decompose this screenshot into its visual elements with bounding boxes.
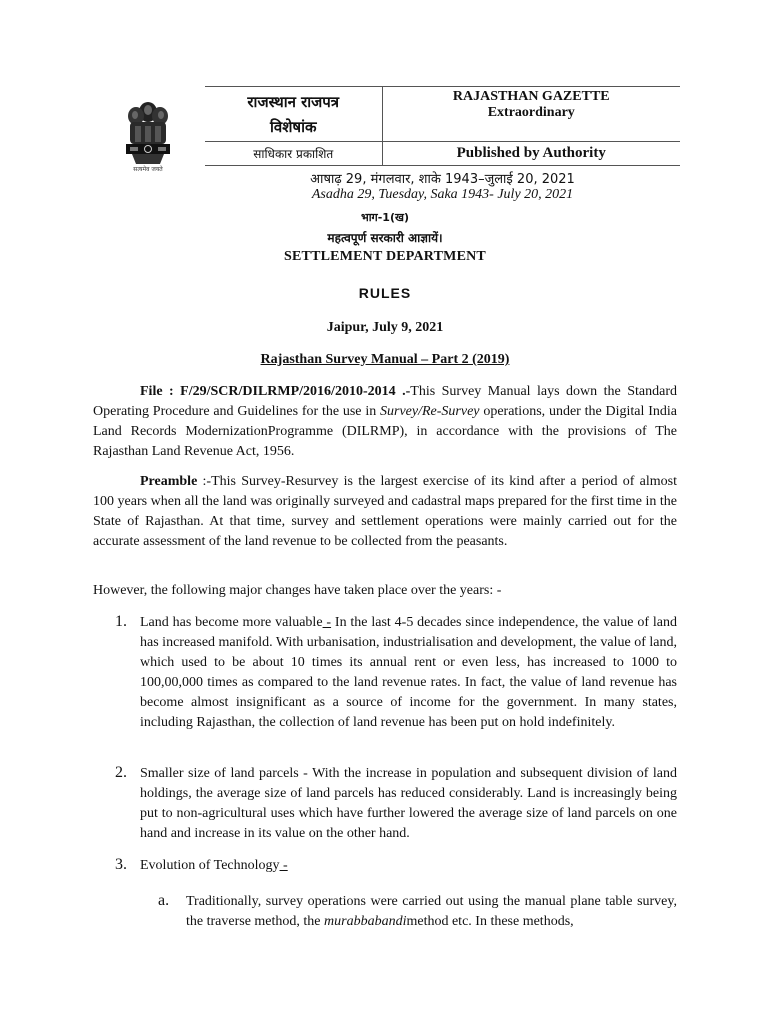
file-text-2: operations, under the Digital India Land Records ModernizationProgramme (DILRMP), in accordance with the provisions of The Rajasthan Land Revenue Act, 1956. — [93, 404, 677, 459]
gazette-header — [205, 86, 680, 206]
english-subtitle: Extraordinary — [487, 105, 575, 120]
preamble-paragraph — [93, 472, 677, 552]
sub-list-text — [186, 892, 677, 932]
rules-heading: RULES — [358, 285, 412, 301]
list-item — [115, 856, 677, 876]
item-head: Land has become more valuable — [140, 615, 323, 630]
english-authority: Published by Authority — [382, 142, 680, 166]
department-title: SETTLEMENT DEPARTMENT — [284, 249, 486, 264]
sub-italic: murabbabandi — [324, 914, 407, 929]
sub-list-item — [158, 892, 677, 932]
however-paragraph: However, the following major changes have taken place over the years: - — [93, 583, 502, 598]
sub-text-1: Traditionally, survey operations were carried out using the manual plane table survey, the traverse method, the — [186, 894, 677, 929]
english-title: RAJASTHAN GAZETTE — [452, 89, 610, 104]
list-text — [140, 856, 677, 876]
date-english: Asadha 29, Tuesday, Saka 1943- July 20, 2021 — [311, 187, 574, 202]
hindi-title: राजस्थान राजपत्र — [247, 93, 340, 111]
file-text-1: This Survey Manual lays down the Standard Operating Procedure and Guidelines for the use in — [93, 384, 677, 419]
item-dash: - — [279, 858, 288, 873]
file-italic: Survey/Re-Survey — [380, 404, 480, 419]
hindi-subtitle: विशेषांक — [269, 118, 317, 136]
preamble-label: Preamble — [140, 474, 198, 489]
list-item — [115, 613, 677, 733]
date-cell — [205, 166, 680, 207]
file-number: File : F/29/SCR/DILRMP/2016/2010-2014 .- — [140, 384, 411, 399]
sub-text-2: method etc. In these methods, — [406, 914, 574, 929]
item-body: In the last 4-5 decades since independence, the value of land has increased manifold. With urbanisation, industrialisation and development, the value of land, which used to be about 10 times its annual rent or even less, has increased to 1000 to 100,00,000 times as compared to the land revenue rates. In fact, the value of land revenue has become almost insignificant as a source of income for the government. In many states, including Rajasthan, the collection of land revenue has been put on hold indefinitely. — [140, 615, 677, 730]
file-paragraph — [93, 382, 677, 462]
english-title-cell — [382, 87, 680, 142]
part-label: भाग-1(ख) — [360, 211, 410, 224]
list-text: Smaller size of land parcels - With the increase in population and subsequent division of land holdings, the average size of land parcels has reduced considerably. Land is increasingly being put to non-agricultural uses which have further lowered the average size of land parcels on one hand and increase in its value on the other hand. — [140, 766, 677, 841]
emblem-motto: सत्यमेव जयते — [133, 166, 163, 173]
list-number: 3. — [115, 856, 127, 873]
item-head: Evolution of Technology — [140, 858, 280, 873]
list-item — [115, 764, 677, 844]
item-dash: - — [322, 615, 332, 630]
hindi-title-cell — [205, 87, 382, 142]
category-label: महत्वपूर्ण सरकारी आज्ञायें। — [327, 231, 443, 245]
manual-title: Rajasthan Survey Manual – Part 2 (2019) — [260, 352, 510, 367]
preamble-text: :-This Survey-Resurvey is the largest exercise of its kind after a period of almost 100 years when all the land was originally surveyed and cadastral maps prepared for the first time in the State of Rajasthan. At that time, survey and settlement operations were mainly carried out for the accurate assessment of the land revenue to be collected from the peasants. — [93, 474, 677, 549]
list-number: 2. — [115, 764, 127, 781]
hindi-authority: साधिकार प्रकाशित — [205, 142, 382, 166]
date-hindi: आषाढ़ 29, मंगलवार, शाके 1943–जुलाई 20, 2021 — [310, 172, 575, 187]
list-text — [140, 613, 677, 733]
place-date: Jaipur, July 9, 2021 — [326, 320, 444, 335]
sub-list-letter: a. — [158, 892, 170, 909]
list-number: 1. — [115, 613, 127, 630]
